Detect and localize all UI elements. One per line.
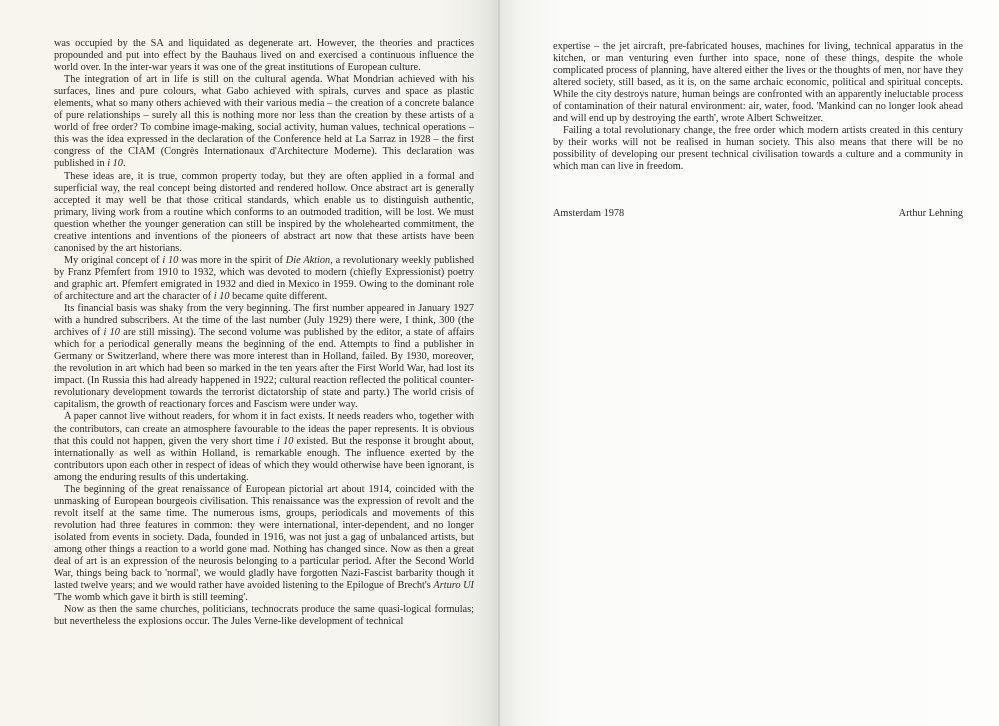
text-run: 'The womb which gave it birth is still teeming'. — [54, 592, 248, 604]
text-run: These ideas are, it is true, common property today, but they are often applied in a formal and superficial way, the real concept being distorted and rendered hollow. Once abstract art is generally accepted it may well be that those critical standards, which enable us to distinguish authentic, primary, living work from a routine which conforms to an outmoded tradition, will be lost. We must question whether the younger generation can still be inspired by the wholehearted commitment, the creative intentions and inventions of the pioneers of abstract art now that these artists have been canonised by the art historians. — [54, 170, 474, 254]
italic-text: Die Aktion — [285, 254, 331, 266]
italic-text: Arturo UI — [433, 580, 474, 592]
text-run: Failing a total revolutionary change, the free order which modern artists created in this century by their works will not be realised in human society. This also means that there will be no possibility of developing our present technical civilisation towards a culture and a community in which man can live in freedom. — [553, 125, 963, 173]
text-run: was more in the spirit of — [178, 254, 286, 266]
paragraph — [54, 74, 474, 170]
italic-text: i 10 — [162, 254, 179, 266]
italic-text: i 10 — [213, 290, 230, 302]
place-date: Amsterdam 1978 — [553, 208, 625, 219]
paragraph — [54, 171, 474, 255]
right-page-body — [553, 41, 963, 174]
paragraph — [54, 38, 474, 74]
text-run: expertise – the jet aircraft, pre-fabricated houses, machines for living, technical apparatus in the kitchen, or man venturing even further into space, none of these things, despite the whole complicated process of planning, have altered either the lives or the thoughts of men, nor have they altered society, still based, as it is, on the same archaic economic, political and spiritual concepts. While the city destroys nature, human beings are confronted with an apparently ineluctable process of contamination of their natural environment: air, water, food. 'Mankind can no longer look ahead and will end up by destroying the earth', wrote Albert Schweitzer. — [553, 41, 963, 125]
italic-text: i 10 — [277, 435, 294, 447]
text-run: The integration of art in life is still on the cultural agenda. What Mondrian achieved with his surfaces, lines and pure colours, what Gabo achieved with spirals, curves and space as plastic elements, what so many others achieved with their various media – the creation of a concrete balance of pure relationships – surely all this is nothing more nor less than the creation by these artists of a world of free order? To combine image-making, social activity, human values, technical operations – this was the idea expressed in the declaration of the Conference held at La Sarraz in 1928 – the first congress of the CIAM (Congrès Internationaux d'Architecture Moderne). This declaration was published in — [54, 74, 474, 170]
text-run: are still missing). The second volume was published by the editor, a state of affairs which for a periodical generally means the beginning of the end. Attempts to find a publisher in Germany or Switzerland, where there was more interest than in Holland, failed. By 1930, moreover, the revolution in art which had been so marked in the ten years after the First World War, had lost its impact. (In Russia this had already happened in 1922; cultural reaction reflected the political counter-revolutionary development towards the terrorist dictatorship of state and party.) The world crisis of capitalism, the growth of reactionary forces and Fascism were under way. — [54, 327, 475, 411]
text-run: Its financial basis was shaky from the very beginning. The first number appeared in January 1927 with a hundred subscribers. At the time of the last number (July 1929) there were, I think, 300 (the archives of — [54, 303, 474, 339]
paragraph — [54, 484, 474, 604]
text-run: was occupied by the SA and liquidated as degenerate art. However, the theories and practices propounded and put into effect by the Bauhaus lived on and exercised a continuous influence the world over. In the inter-war years it was one of the great institutions of European culture. — [54, 38, 474, 74]
text-run: A paper cannot live without readers, for whom it in fact exists. It needs readers who, together with the contributors, can create an atmosphere favourable to the ideas the paper represents. It is obvious that this could not happen, given the very short time — [54, 411, 474, 447]
text-run: existed. But the response it brought about, internationally as well as within Holland, is remarkable enough. The influence exerted by the contributors upon each other in respect of ideas of which they would otherwise have been ignorant, is among the enduring results of this undertaking. — [54, 435, 475, 483]
text-run: , a revolutionary weekly published by Franz Pfemfert from 1910 to 1932, which was devoted to modern (chiefly Expressionist) poetry and graphic art. Pfemfert emigrated in 1932 and died in Mexico in 1959. Owing to the dominant role of architecture and art the character of — [54, 254, 475, 302]
left-page-body — [54, 38, 474, 628]
text-run: My original concept of — [64, 254, 163, 266]
text-run: The beginning of the great renaissance of European pictorial art about 1914, coincided with the unmasking of European bourgeois civilisation. This renaissance was the expression of revolt and the revolt itself at the same time. The numerous isms, groups, periodicals and movements of this revolution had three features in common: they were international, inter-dependent, and no longer isolated from events in society. Dada, founded in 1916, was not just a gag of unbalanced artists, but among other things a reaction to a world gone mad. Nothing has changed since. Now as then a great deal of art is an expression of the neurosis belonging to a particular period. After the Second World War, things being back to 'normal', we would gladly have forgotten Nazi-Fascist barbarity though it lasted twelve years; and we would rather have avoided listening to the Epilogue of Brecht's — [54, 483, 474, 592]
paragraph — [553, 125, 963, 173]
paragraph — [54, 604, 474, 628]
paragraph — [553, 41, 963, 125]
author-name: Arthur Lehning — [898, 208, 963, 219]
text-run: Now as then the same churches, politicians, technocrats produce the same quasi-logical formulas; but nevertheless the explosions occur. The Jules Verne-like development of technical — [54, 604, 474, 628]
text-run: . — [122, 158, 126, 170]
text-run: became quite different. — [229, 290, 328, 302]
paragraph — [54, 255, 474, 303]
italic-text: i 10 — [103, 327, 120, 339]
signature-row — [553, 208, 963, 220]
italic-text: i 10 — [107, 158, 123, 170]
paragraph — [54, 303, 474, 411]
paragraph — [54, 411, 474, 483]
